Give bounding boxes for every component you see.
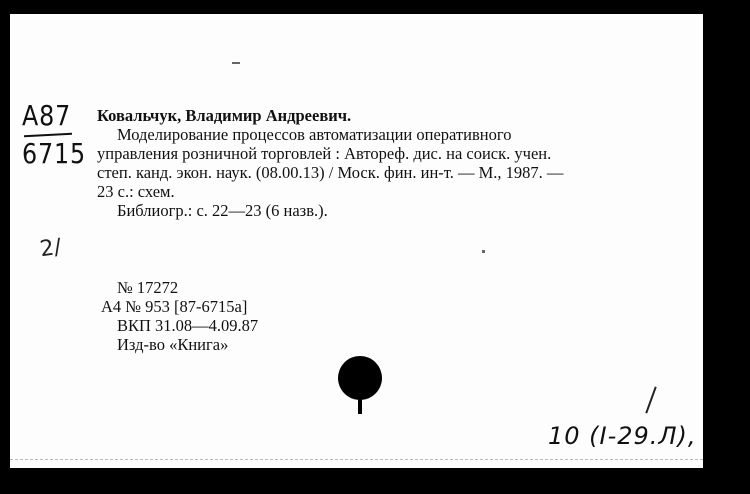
bibliography-note: Библиогр.: с. 22—23 (6 назв.). <box>117 201 328 220</box>
shelf-mark-top: A87 <box>22 99 72 132</box>
registration-block <box>101 278 259 354</box>
author-heading: Ковальчук, Владимир Андреевич. <box>97 106 352 125</box>
title-line-4: 23 с.: схем. <box>97 182 175 201</box>
a4-number: А4 № 953 [87-6715а] <box>101 297 248 316</box>
handwritten-tick <box>645 387 656 414</box>
publisher-line: Изд-во «Книга» <box>117 335 229 354</box>
vkp-number: ВКП 31.08—4.09.87 <box>117 316 259 335</box>
punch-hole <box>338 356 382 400</box>
shelf-mark-bottom: 6715 <box>22 137 86 170</box>
handwritten-scribble: 2/ <box>38 234 64 263</box>
title-line-3: степ. канд. экон. наук. (08.00.13) / Моск. фин. ин-т. — М., 1987. — <box>97 163 564 182</box>
bibliographic-entry <box>97 106 672 220</box>
scan-speck <box>232 62 240 64</box>
shelf-mark <box>22 99 97 170</box>
scan-speck <box>482 250 485 253</box>
registration-number: № 17272 <box>117 278 179 297</box>
title-line-1: Моделирование процессов автоматизации оперативного <box>117 125 512 144</box>
catalog-card <box>10 14 703 468</box>
handwritten-number: 10 (I-29.Л), <box>548 422 697 450</box>
title-line-2: управления розничной торговлей : Автореф. дис. на соиск. учен. <box>97 144 552 163</box>
